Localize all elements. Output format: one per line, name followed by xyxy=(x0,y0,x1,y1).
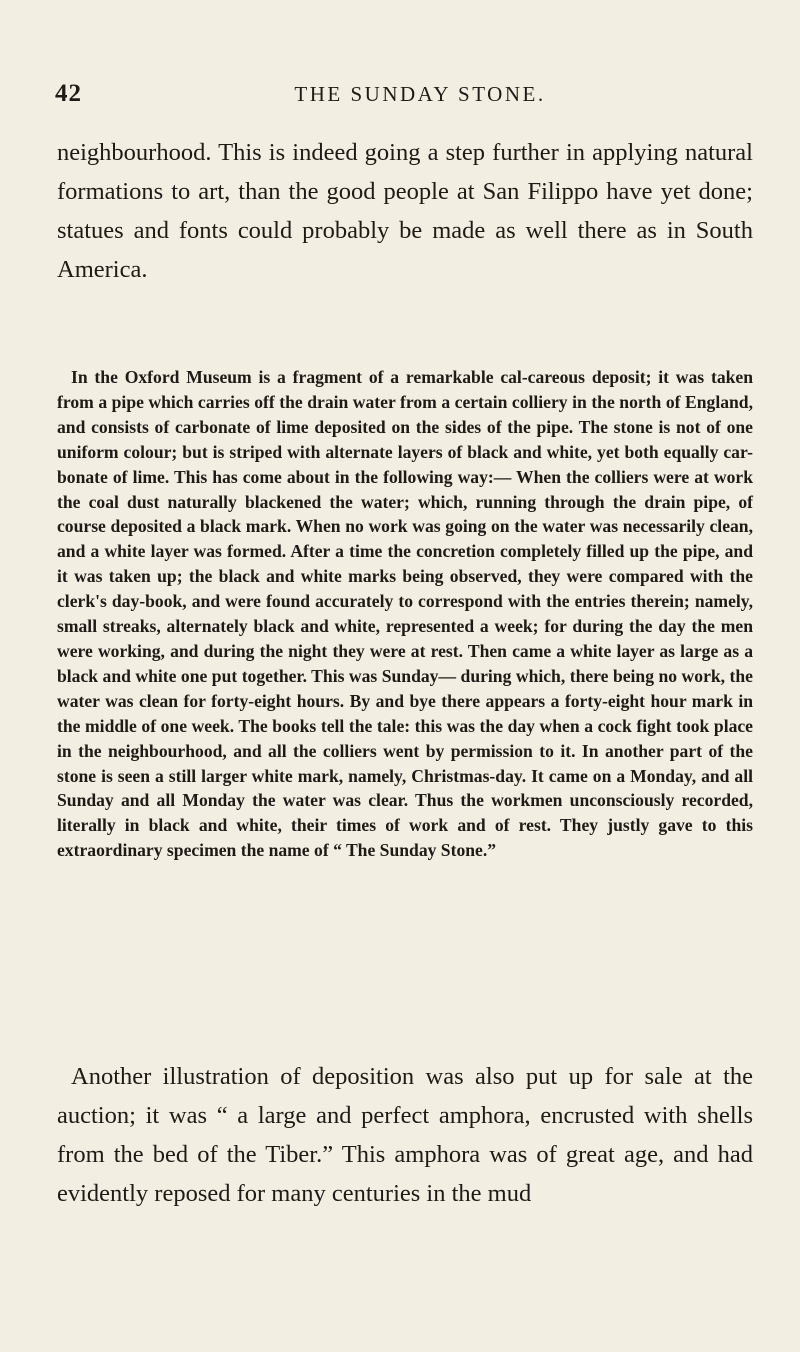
page-number: 42 xyxy=(55,80,82,107)
extract-paragraph: In the Oxford Museum is a fragment of a remarkable cal-careous deposit; it was taken from a pipe which carries off the drain water from a certain colliery in the north of England, and consists of carbonate of lime deposited on the sides of the pipe. The stone is not of one uniform colour; but is striped with alternate layers of black and white, yet both equally car-bonate of lime. This has come about in the following way:— When the colliers were at work the coal dust naturally blackened the water; which, running through the drain pipe, of course deposited a black mark. When no work was going on the water was necessarily clean, and a white layer was formed. After a time the concretion completely filled up the pipe, and it was taken up; the black and white marks being observed, they were compared with the clerk's day-book, and were found accurately to correspond with the entries therein; namely, small streaks, alternately black and white, represented a week; for during the day the men were working, and during the night they were at rest. Then came a white layer as large as a black and white one put together. This was Sunday— during which, there being no work, the water was clean for forty-eight hours. By and bye there appears a forty-eight hour mark in the middle of one week. The books tell the tale: this was the day when a cock fight took place in the neighbourhood, and all the colliers went by permission to it. In another part of the stone is seen a still larger white mark, namely, Christmas-day. It came on a Monday, and all Sunday and all Monday the water was clear. Thus the workmen unconsciously recorded, literally in black and white, their times of work and of rest. They justly gave to this extraordinary specimen the name of “ The Sunday Stone.” xyxy=(57,367,753,861)
paragraph-3: Another illustration of deposition was also put up for sale at the auction; it was “ a large and perfect amphora, encrusted with shells from the bed of the Tiber.” This amphora was of great age, and had evidently reposed for many centuries in the mud xyxy=(57,1063,753,1207)
paragraph-1: neighbourhood. This is indeed going a step further in applying natural formations to art, than the good people at San Filippo have yet done; statues and fonts could probably be made as well there as in South America. xyxy=(57,139,753,283)
running-title: THE SUNDAY STONE. xyxy=(294,82,546,106)
page-header xyxy=(55,80,755,110)
